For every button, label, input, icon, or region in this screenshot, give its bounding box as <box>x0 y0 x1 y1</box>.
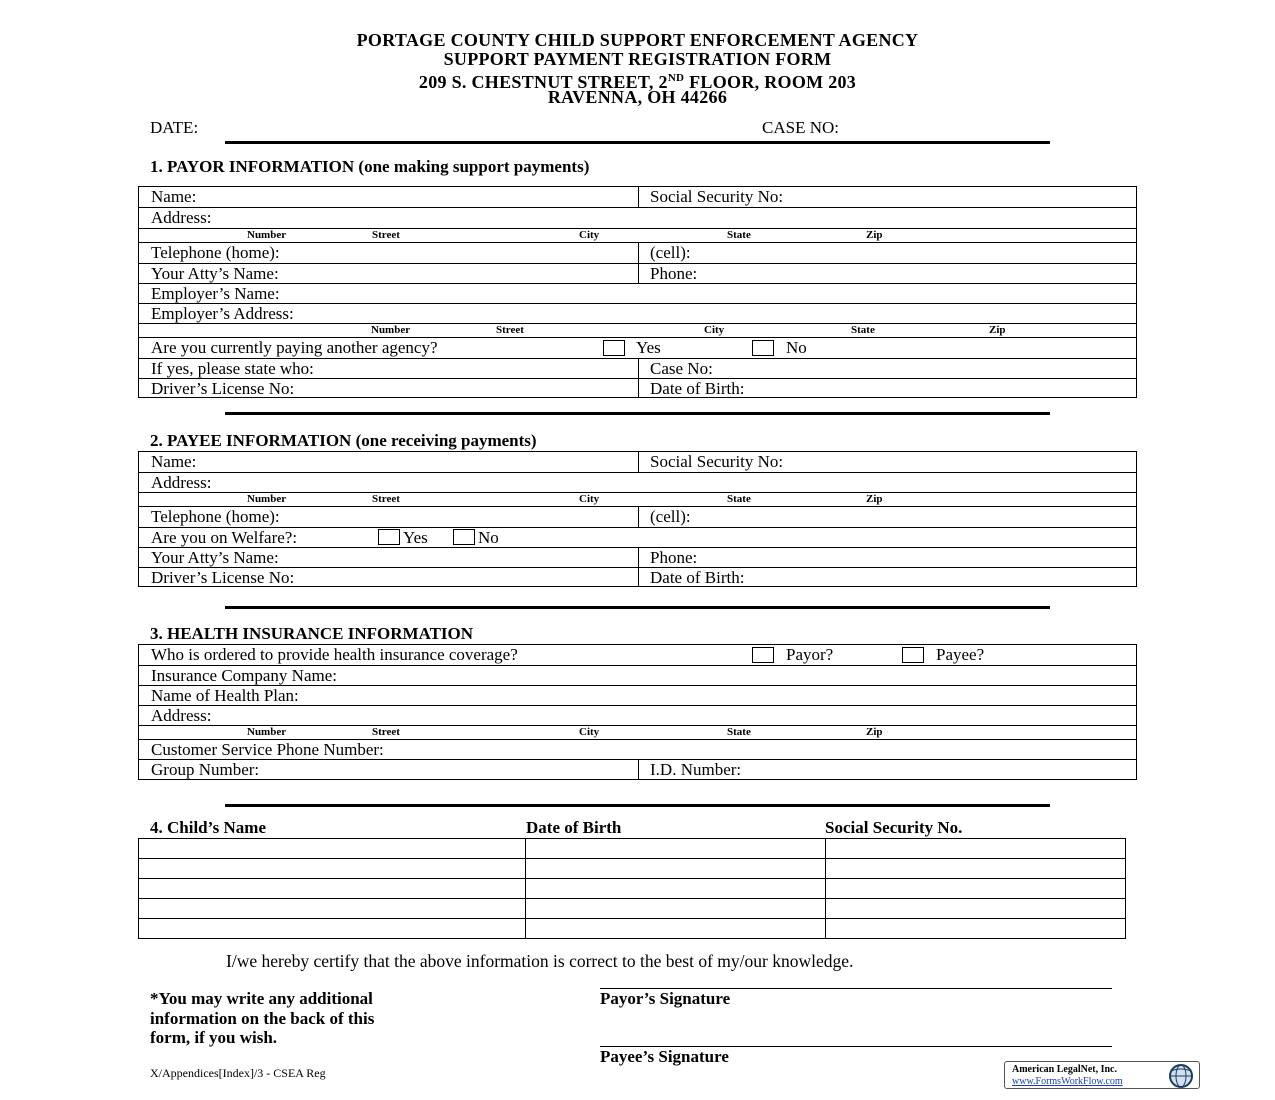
address-floor: FLOOR, ROOM 203 <box>684 72 857 92</box>
payor-row-telephone[interactable] <box>139 243 1136 264</box>
health-payee-label: Payee? <box>936 645 985 664</box>
child-row[interactable] <box>139 899 1125 919</box>
addr-sub-city: City <box>704 324 725 336</box>
payor-employer-label: Employer’s Name: <box>151 284 280 303</box>
note-line-3: form, if you wish. <box>150 1028 278 1047</box>
payee-section-title: 2. PAYEE INFORMATION (one receiving payments) <box>150 431 537 450</box>
payor-ssn-label: Social Security No: <box>650 187 784 206</box>
child-row[interactable] <box>139 839 1125 859</box>
health-address-label: Address: <box>151 706 212 725</box>
payee-address-label: Address: <box>151 473 212 492</box>
payor-row-address[interactable] <box>139 208 1136 229</box>
payee-row-welfare <box>139 528 1136 548</box>
col-divider <box>638 264 639 283</box>
payor-atty-label: Your Atty’s Name: <box>151 264 279 283</box>
payor-employer-address-label: Employer’s Address: <box>151 304 294 323</box>
col-divider <box>638 243 639 263</box>
health-row-address-sub <box>139 726 1136 740</box>
payor-table <box>138 186 1137 398</box>
payee-tel-label: Telephone (home): <box>151 507 280 526</box>
child-dob-header: Date of Birth <box>526 818 622 837</box>
health-phone-label: Customer Service Phone Number: <box>151 740 384 759</box>
payor-other-agency-no-checkbox[interactable] <box>752 340 774 356</box>
payor-signature-label: Payor’s Signature <box>600 989 731 1008</box>
payor-row-employer[interactable] <box>139 284 1136 304</box>
form-title: SUPPORT PAYMENT REGISTRATION FORM <box>443 49 832 69</box>
addr-sub-zip: Zip <box>989 324 1006 336</box>
addr-sub-state: State <box>727 726 751 738</box>
payee-atty-label: Your Atty’s Name: <box>151 548 279 567</box>
globe-icon <box>1165 1063 1197 1089</box>
health-payor-checkbox[interactable] <box>752 647 774 663</box>
health-row-company[interactable] <box>139 666 1136 686</box>
children-table <box>138 838 1126 939</box>
payee-table <box>138 451 1137 587</box>
payor-no-label: No <box>786 338 807 357</box>
payee-row-atty[interactable] <box>139 548 1136 568</box>
payee-dob-label: Date of Birth: <box>650 568 745 587</box>
child-ssn-header: Social Security No. <box>825 818 963 837</box>
col-divider <box>638 187 639 207</box>
addr-sub-number: Number <box>371 324 411 336</box>
note-line-2: information on the back of this <box>150 1009 375 1028</box>
health-row-group[interactable] <box>139 760 1136 779</box>
payor-row-atty[interactable] <box>139 264 1136 284</box>
payor-cell-label: (cell): <box>650 243 691 262</box>
payee-row-name[interactable] <box>139 452 1136 473</box>
addr-sub-state: State <box>727 229 751 241</box>
payee-name-label: Name: <box>151 452 197 471</box>
address-ordinal: ND <box>667 72 685 84</box>
col-divider <box>638 452 639 472</box>
child-row[interactable] <box>139 919 1125 938</box>
health-group-label: Group Number: <box>151 760 260 779</box>
section-divider <box>225 606 1050 609</box>
payor-case-no-label: Case No: <box>650 359 713 378</box>
health-table <box>138 644 1137 780</box>
date-label: DATE: <box>150 118 199 137</box>
col-divider <box>638 548 639 567</box>
health-row-phone[interactable] <box>139 740 1136 760</box>
section-divider <box>225 804 1050 807</box>
footer-reference: X/Appendices[Index]/3 - CSEA Reg <box>150 1066 326 1080</box>
payor-tel-label: Telephone (home): <box>151 243 280 262</box>
health-who-label: Who is ordered to provide health insurance coverage? <box>151 645 518 664</box>
payee-ssn-label: Social Security No: <box>650 452 784 471</box>
payor-row-dl[interactable] <box>139 379 1136 397</box>
health-section-title: 3. HEALTH INSURANCE INFORMATION <box>150 624 474 643</box>
payor-row-employer-address[interactable] <box>139 304 1136 324</box>
payee-row-address-sub <box>139 493 1136 507</box>
payor-yes-label: Yes <box>636 338 661 357</box>
logo-url[interactable]: www.FormsWorkFlow.com <box>1012 1076 1123 1087</box>
payor-dl-label: Driver’s License No: <box>151 379 295 398</box>
child-name-header: 4. Child’s Name <box>150 818 267 837</box>
addr-sub-state: State <box>727 493 751 505</box>
payee-row-telephone[interactable] <box>139 507 1136 528</box>
payee-welfare-no-checkbox[interactable] <box>453 529 475 545</box>
agency-city: RAVENNA, OH 44266 <box>547 87 728 107</box>
col-divider <box>638 760 639 779</box>
payor-atty-phone-label: Phone: <box>650 264 698 283</box>
payor-row-employer-address-sub <box>139 324 1136 338</box>
col-divider <box>638 379 639 397</box>
date-case-line[interactable] <box>225 141 1050 144</box>
payor-name-label: Name: <box>151 187 197 206</box>
addr-sub-number: Number <box>247 229 287 241</box>
address-street: 209 S. CHESTNUT STREET, 2 <box>418 72 668 92</box>
addr-sub-zip: Zip <box>866 493 883 505</box>
payor-address-label: Address: <box>151 208 212 227</box>
addr-sub-number: Number <box>247 726 287 738</box>
payee-welfare-yes-checkbox[interactable] <box>378 529 400 545</box>
payor-row-name[interactable] <box>139 187 1136 208</box>
payee-signature-label: Payee’s Signature <box>600 1047 729 1066</box>
certification-statement: I/we hereby certify that the above information is correct to the best of my/our knowledge. <box>226 951 854 971</box>
health-payor-label: Payor? <box>786 645 834 664</box>
addr-sub-state: State <box>851 324 875 336</box>
health-payee-checkbox[interactable] <box>902 647 924 663</box>
payor-other-agency-label: Are you currently paying another agency? <box>151 338 438 357</box>
payor-row-address-sub <box>139 229 1136 243</box>
health-row-who <box>139 645 1136 666</box>
child-row[interactable] <box>139 859 1125 879</box>
col-divider <box>638 359 639 378</box>
payee-atty-phone-label: Phone: <box>650 548 698 567</box>
section-divider <box>225 412 1050 415</box>
addr-sub-city: City <box>579 493 600 505</box>
payor-if-yes-label: If yes, please state who: <box>151 359 314 378</box>
payee-dl-label: Driver’s License No: <box>151 568 295 587</box>
child-row[interactable] <box>139 879 1125 899</box>
case-no-label: CASE NO: <box>762 118 839 137</box>
logo-company: American LegalNet, Inc. <box>1012 1064 1117 1075</box>
payor-other-agency-yes-checkbox[interactable] <box>603 340 625 356</box>
agency-title: PORTAGE COUNTY CHILD SUPPORT ENFORCEMENT AGENCY <box>356 30 919 50</box>
payor-row-if-yes[interactable] <box>139 359 1136 379</box>
payee-yes-label: Yes <box>403 528 428 547</box>
health-plan-label: Name of Health Plan: <box>151 686 299 705</box>
addr-sub-street: Street <box>372 493 400 505</box>
payee-welfare-label: Are you on Welfare?: <box>151 528 298 547</box>
payee-cell-label: (cell): <box>650 507 691 526</box>
payor-section-title: 1. PAYOR INFORMATION (one making support payments) <box>150 157 590 176</box>
health-id-label: I.D. Number: <box>650 760 742 779</box>
col-divider <box>638 507 639 527</box>
note-line-1: *You may write any additional <box>150 989 373 1008</box>
health-row-plan[interactable] <box>139 686 1136 706</box>
addr-sub-city: City <box>579 726 600 738</box>
payee-row-dl[interactable] <box>139 568 1136 586</box>
payor-dob-label: Date of Birth: <box>650 379 745 398</box>
health-row-address[interactable] <box>139 706 1136 726</box>
addr-sub-city: City <box>579 229 600 241</box>
addr-sub-street: Street <box>372 229 400 241</box>
addr-sub-street: Street <box>496 324 524 336</box>
col-divider <box>638 568 639 586</box>
addr-sub-zip: Zip <box>866 726 883 738</box>
health-company-label: Insurance Company Name: <box>151 666 337 685</box>
payee-no-label: No <box>478 528 499 547</box>
american-legalnet-logo[interactable] <box>1004 1061 1200 1089</box>
addr-sub-number: Number <box>247 493 287 505</box>
payor-row-other-agency <box>139 338 1136 359</box>
addr-sub-zip: Zip <box>866 229 883 241</box>
addr-sub-street: Street <box>372 726 400 738</box>
payee-row-address[interactable] <box>139 473 1136 493</box>
